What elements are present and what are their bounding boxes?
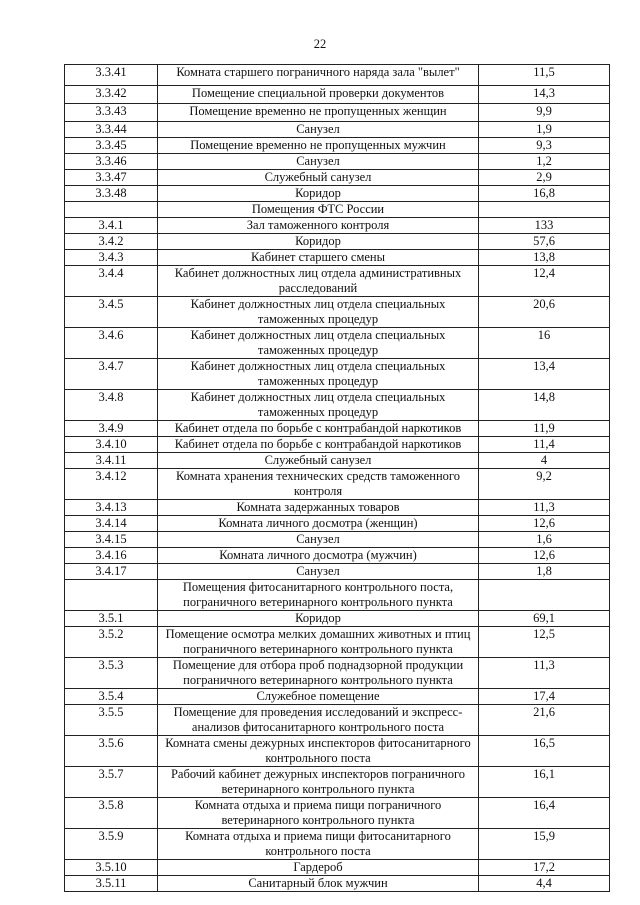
table-row [65,627,610,658]
room-name-cell: Рабочий кабинет дежурных инспекторов пограничного ветеринарного контрольного пункта [158,767,479,798]
room-area-cell: 16,5 [479,736,610,767]
room-area-cell: 11,4 [479,437,610,453]
room-area-cell: 1,8 [479,564,610,580]
table-row [65,170,610,186]
table-row [65,234,610,250]
room-name-cell: Комната смены дежурных инспекторов фитосанитарного контрольного поста [158,736,479,767]
room-code-cell [65,202,158,218]
room-area-cell: 16 [479,328,610,359]
room-name-cell: Санузел [158,564,479,580]
room-area-cell: 12,6 [479,548,610,564]
room-name-cell: Санузел [158,532,479,548]
table-row [65,250,610,266]
room-area-cell: 9,3 [479,138,610,154]
room-code-cell: 3.4.17 [65,564,158,580]
room-name-cell: Помещение специальной проверки документов [158,86,479,104]
table-row [65,705,610,736]
room-name-cell: Комната хранения технических средств таможенного контроля [158,469,479,500]
room-name-cell: Кабинет отдела по борьбе с контрабандой наркотиков [158,421,479,437]
room-code-cell: 3.3.47 [65,170,158,186]
table-row [65,829,610,860]
room-name-cell: Кабинет должностных лиц отдела специальных таможенных процедур [158,390,479,421]
table-row [65,469,610,500]
room-area-cell: 69,1 [479,611,610,627]
room-code-cell: 3.3.45 [65,138,158,154]
table-row [65,611,610,627]
room-area-cell: 17,2 [479,860,610,876]
table-row [65,266,610,297]
table-row [65,548,610,564]
room-name-cell: Служебный санузел [158,453,479,469]
table-row [65,564,610,580]
room-code-cell: 3.5.3 [65,658,158,689]
room-name-cell: Комната старшего пограничного наряда зала "вылет" [158,65,479,86]
room-name-cell: Гардероб [158,860,479,876]
room-area-cell: 11,3 [479,658,610,689]
room-name-cell: Кабинет должностных лиц отдела специальных таможенных процедур [158,328,479,359]
room-code-cell: 3.5.5 [65,705,158,736]
table-row [65,104,610,122]
room-name-cell: Санитарный блок мужчин [158,876,479,892]
room-name-cell: Помещения фитосанитарного контрольного поста, пограничного ветеринарного контрольного пункта [158,580,479,611]
room-name-cell: Служебное помещение [158,689,479,705]
room-name-cell: Кабинет старшего смены [158,250,479,266]
table-row [65,138,610,154]
room-name-cell: Помещение временно не пропущенных женщин [158,104,479,122]
room-area-cell: 9,9 [479,104,610,122]
room-code-cell: 3.4.8 [65,390,158,421]
room-code-cell: 3.4.13 [65,500,158,516]
room-code-cell: 3.5.7 [65,767,158,798]
room-name-cell: Санузел [158,154,479,170]
room-code-cell: 3.4.4 [65,266,158,297]
room-name-cell: Кабинет должностных лиц отдела административных расследований [158,266,479,297]
room-code-cell: 3.5.10 [65,860,158,876]
table-row [65,297,610,328]
table-row [65,154,610,170]
room-code-cell: 3.4.1 [65,218,158,234]
room-code-cell: 3.5.11 [65,876,158,892]
room-code-cell: 3.4.10 [65,437,158,453]
room-area-cell: 1,9 [479,122,610,138]
room-area-cell: 12,6 [479,516,610,532]
room-area-cell: 11,5 [479,65,610,86]
room-area-cell: 2,9 [479,170,610,186]
room-name-cell: Помещение осмотра мелких домашних животных и птиц пограничного ветеринарного контрольного пункта [158,627,479,658]
room-area-cell [479,202,610,218]
room-area-cell: 11,3 [479,500,610,516]
room-name-cell: Кабинет должностных лиц отдела специальных таможенных процедур [158,359,479,390]
room-code-cell: 3.5.1 [65,611,158,627]
room-code-cell: 3.4.2 [65,234,158,250]
room-code-cell: 3.4.9 [65,421,158,437]
room-name-cell: Служебный санузел [158,170,479,186]
room-area-cell: 21,6 [479,705,610,736]
room-area-cell: 12,4 [479,266,610,297]
table-row [65,532,610,548]
room-code-cell: 3.4.11 [65,453,158,469]
table-row [65,218,610,234]
table-row [65,500,610,516]
table-row [65,65,610,86]
room-name-cell: Зал таможенного контроля [158,218,479,234]
table-row [65,658,610,689]
room-name-cell: Кабинет должностных лиц отдела специальных таможенных процедур [158,297,479,328]
room-area-cell: 133 [479,218,610,234]
room-area-cell: 14,3 [479,86,610,104]
room-area-cell: 13,8 [479,250,610,266]
room-name-cell: Комната личного досмотра (мужчин) [158,548,479,564]
table-row [65,359,610,390]
room-code-cell: 3.3.46 [65,154,158,170]
room-name-cell: Комната отдыха и приема пищи фитосанитарного контрольного поста [158,829,479,860]
table-row [65,860,610,876]
table-row [65,453,610,469]
room-code-cell: 3.4.14 [65,516,158,532]
room-code-cell: 3.5.9 [65,829,158,860]
room-area-cell: 12,5 [479,627,610,658]
room-area-cell: 1,2 [479,154,610,170]
table-row [65,328,610,359]
table-row [65,86,610,104]
room-area-cell: 16,4 [479,798,610,829]
table-row [65,767,610,798]
room-name-cell: Санузел [158,122,479,138]
room-area-cell: 16,1 [479,767,610,798]
room-code-cell: 3.3.41 [65,65,158,86]
room-code-cell: 3.5.6 [65,736,158,767]
room-area-cell: 11,9 [479,421,610,437]
table-row [65,437,610,453]
room-code-cell: 3.5.4 [65,689,158,705]
table-row [65,186,610,202]
room-name-cell: Помещения ФТС России [158,202,479,218]
room-name-cell: Коридор [158,186,479,202]
table-row [65,689,610,705]
room-code-cell: 3.4.16 [65,548,158,564]
room-name-cell: Коридор [158,611,479,627]
room-area-cell: 16,8 [479,186,610,202]
room-area-cell: 57,6 [479,234,610,250]
room-area-cell: 17,4 [479,689,610,705]
room-code-cell: 3.4.7 [65,359,158,390]
room-name-cell: Комната задержанных товаров [158,500,479,516]
page-number: 22 [313,37,327,51]
room-area-cell: 9,2 [479,469,610,500]
room-code-cell: 3.3.43 [65,104,158,122]
table-row [65,421,610,437]
room-code-cell: 3.4.6 [65,328,158,359]
room-code-cell: 3.3.48 [65,186,158,202]
room-code-cell: 3.4.12 [65,469,158,500]
room-name-cell: Коридор [158,234,479,250]
room-area-cell: 4,4 [479,876,610,892]
room-code-cell: 3.5.8 [65,798,158,829]
room-name-cell: Комната отдыха и приема пищи пограничного ветеринарного контрольного пункта [158,798,479,829]
room-name-cell: Помещение для проведения исследований и экспресс-анализов фитосанитарного контрольного поста [158,705,479,736]
table-row [65,122,610,138]
room-code-cell: 3.5.2 [65,627,158,658]
room-area-cell: 14,8 [479,390,610,421]
room-code-cell: 3.4.3 [65,250,158,266]
room-name-cell: Комната личного досмотра (женщин) [158,516,479,532]
room-code-cell [65,580,158,611]
room-code-cell: 3.3.44 [65,122,158,138]
room-area-cell: 1,6 [479,532,610,548]
rooms-table-body [65,65,610,892]
room-code-cell: 3.4.15 [65,532,158,548]
room-area-cell: 4 [479,453,610,469]
table-row [65,798,610,829]
table-row [65,390,610,421]
room-code-cell: 3.3.42 [65,86,158,104]
room-name-cell: Кабинет отдела по борьбе с контрабандой наркотиков [158,437,479,453]
rooms-table [64,64,610,892]
table-row [65,516,610,532]
room-area-cell: 13,4 [479,359,610,390]
room-code-cell: 3.4.5 [65,297,158,328]
room-area-cell: 20,6 [479,297,610,328]
room-name-cell: Помещение временно не пропущенных мужчин [158,138,479,154]
room-name-cell: Помещение для отбора проб поднадзорной продукции пограничного ветеринарного контрольного пункта [158,658,479,689]
table-row [65,202,610,218]
table-row [65,736,610,767]
table-row [65,876,610,892]
room-area-cell [479,580,610,611]
room-area-cell: 15,9 [479,829,610,860]
table-row [65,580,610,611]
